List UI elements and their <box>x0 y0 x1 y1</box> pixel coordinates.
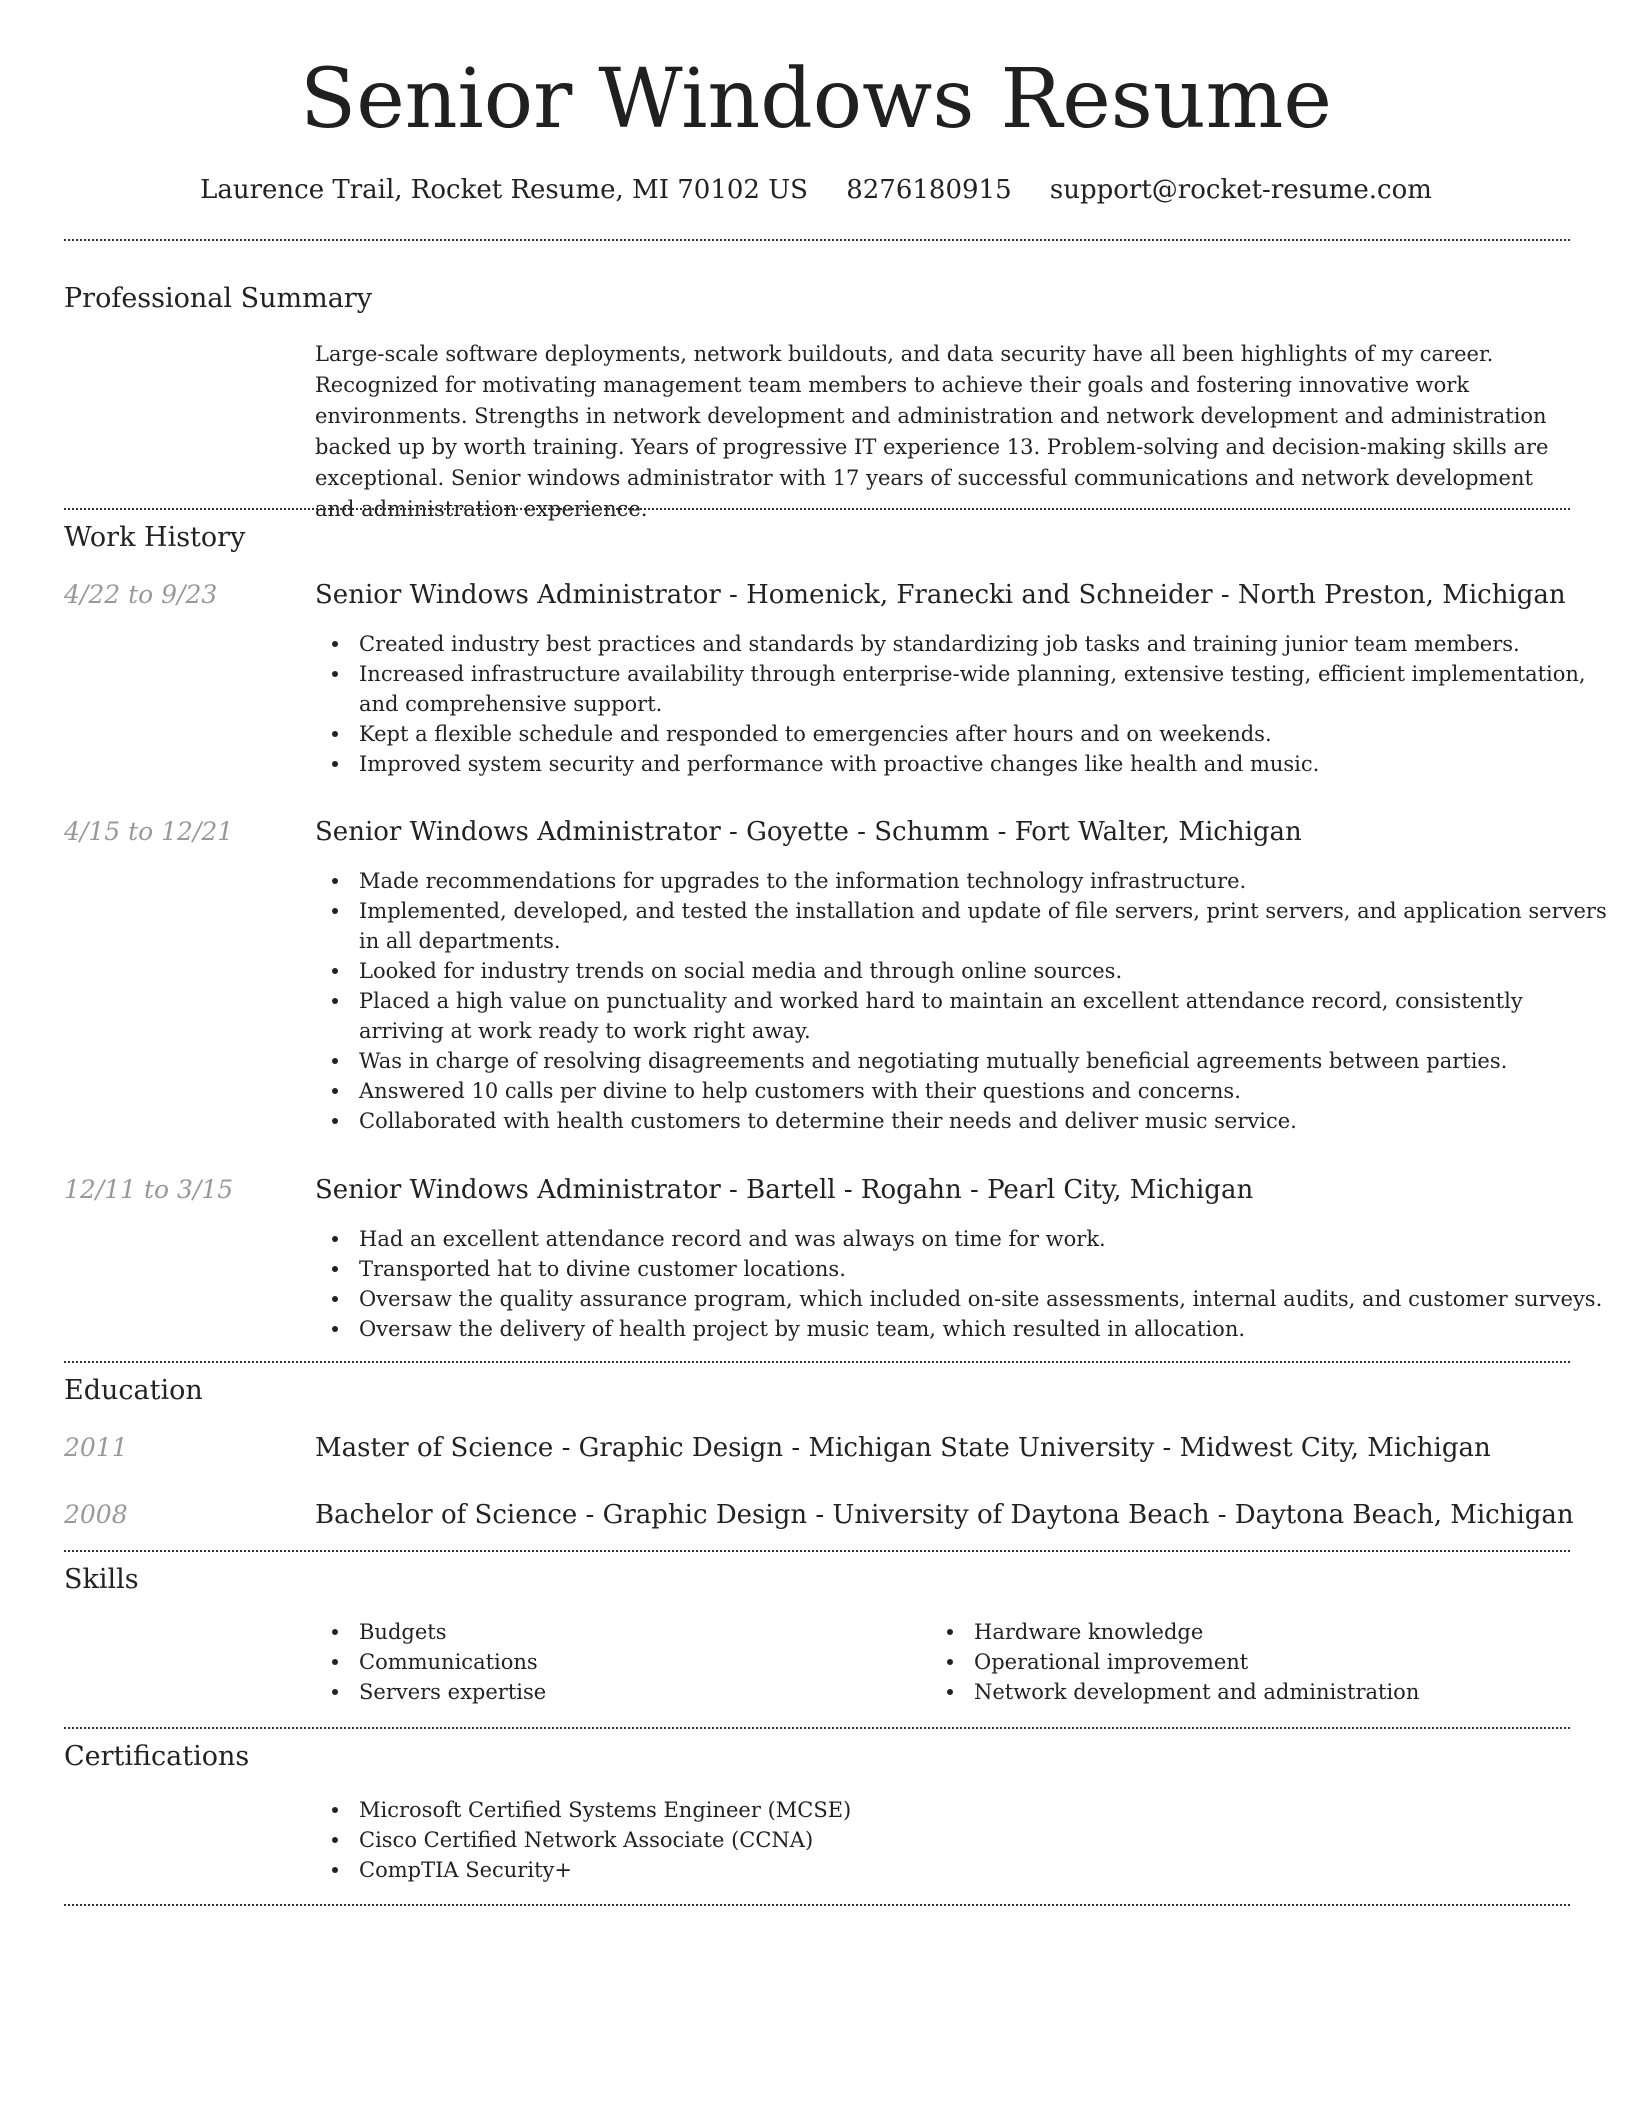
education-year: 2011 <box>64 1433 128 1462</box>
summary-text: Large-scale software deployments, network buildouts, and data security have all been highlights of my career. Recognized for motivating management team members to achieve their goals and fostering innovative work environments. Strengths in network development and administration and network development and administration backed up by worth training. Years of progressive IT experience 13. Problem-solving and decision-making skills are exceptional. Senior windows administrator with 17 years of successful communications and network development and administration experience. <box>315 342 1549 521</box>
job-bullet: Placed a high value on punctuality and worked hard to maintain an excellent attendance record, consistently arriving at work ready to work right away. <box>359 986 1614 1046</box>
job-bullet: Collaborated with health customers to determine their needs and deliver music service. <box>359 1106 1614 1136</box>
section-divider <box>64 1904 1570 1906</box>
skill-item: Communications <box>359 1647 1614 1677</box>
job-bullet: Implemented, developed, and tested the installation and update of file servers, print servers, and application servers in all departments. <box>359 896 1614 956</box>
section-divider <box>64 1727 1570 1729</box>
job-bullet: Oversaw the quality assurance program, which included on-site assessments, internal audits, and customer surveys. <box>359 1284 1614 1314</box>
section-divider <box>64 239 1570 241</box>
job-bullet: Created industry best practices and standards by standardizing job tasks and training junior team members. <box>359 629 1614 659</box>
certification-item: Cisco Certified Network Associate (CCNA) <box>359 1825 1614 1855</box>
job-bullets <box>315 629 1614 779</box>
job-bullet: Had an excellent attendance record and was always on time for work. <box>359 1224 1614 1254</box>
education-degree: Bachelor of Science - Graphic Design - University of Daytona Beach - Daytona Beach, Michigan <box>315 1500 1574 1530</box>
section-divider <box>64 1550 1570 1552</box>
contact-line <box>0 170 1632 210</box>
skill-item: Operational improvement <box>974 1647 1632 1677</box>
section-divider <box>64 508 1570 510</box>
job-bullets <box>315 1224 1614 1344</box>
certifications-list <box>315 1795 1614 1885</box>
job-bullet: Answered 10 calls per divine to help customers with their questions and concerns. <box>359 1076 1614 1106</box>
resume-title: Senior Windows Resume <box>300 52 1332 147</box>
contact-email: support@rocket-resume.com <box>1049 175 1432 205</box>
contact-phone: 8276180915 <box>846 175 1012 205</box>
job-dates: 12/11 to 3/15 <box>64 1175 234 1204</box>
contact-address: Laurence Trail, Rocket Resume, MI 70102 US <box>200 175 808 205</box>
certification-item: Microsoft Certified Systems Engineer (MCSE) <box>359 1795 1614 1825</box>
job-heading: Senior Windows Administrator - Bartell - Rogahn - Pearl City, Michigan <box>315 1175 1254 1205</box>
skills-list-right <box>930 1617 1632 1707</box>
certifications-heading: Certifications <box>64 1741 250 1772</box>
job-bullet: Looked for industry trends on social media and through online sources. <box>359 956 1614 986</box>
summary-heading: Professional Summary <box>64 283 372 314</box>
skill-item: Servers expertise <box>359 1677 1614 1707</box>
skill-item: Network development and administration <box>974 1677 1632 1707</box>
job-heading: Senior Windows Administrator - Homenick, Franecki and Schneider - North Preston, Michigan <box>315 580 1566 610</box>
job-dates: 4/22 to 9/23 <box>64 580 218 609</box>
job-bullet: Oversaw the delivery of health project by music team, which resulted in allocation. <box>359 1314 1614 1344</box>
education-year: 2008 <box>64 1500 128 1529</box>
education-heading: Education <box>64 1375 203 1406</box>
skill-item: Hardware knowledge <box>974 1617 1632 1647</box>
certification-item: CompTIA Security+ <box>359 1855 1614 1885</box>
job-bullet: Made recommendations for upgrades to the information technology infrastructure. <box>359 866 1614 896</box>
job-bullets <box>315 866 1614 1136</box>
job-bullet: Was in charge of resolving disagreements and negotiating mutually beneficial agreements between parties. <box>359 1046 1614 1076</box>
job-heading: Senior Windows Administrator - Goyette - Schumm - Fort Walter, Michigan <box>315 817 1302 847</box>
education-degree: Master of Science - Graphic Design - Michigan State University - Midwest City, Michigan <box>315 1433 1491 1463</box>
job-bullet: Kept a flexible schedule and responded to emergencies after hours and on weekends. <box>359 719 1614 749</box>
job-dates: 4/15 to 12/21 <box>64 817 234 846</box>
job-bullet: Increased infrastructure availability through enterprise-wide planning, extensive testing, efficient implementation, and comprehensive support. <box>359 659 1614 719</box>
job-bullet: Transported hat to divine customer locations. <box>359 1254 1614 1284</box>
skill-item: Budgets <box>359 1617 1614 1647</box>
job-bullet: Improved system security and performance with proactive changes like health and music. <box>359 749 1614 779</box>
section-divider <box>64 1361 1570 1363</box>
work-history-heading: Work History <box>64 522 246 553</box>
skills-heading: Skills <box>64 1564 139 1595</box>
